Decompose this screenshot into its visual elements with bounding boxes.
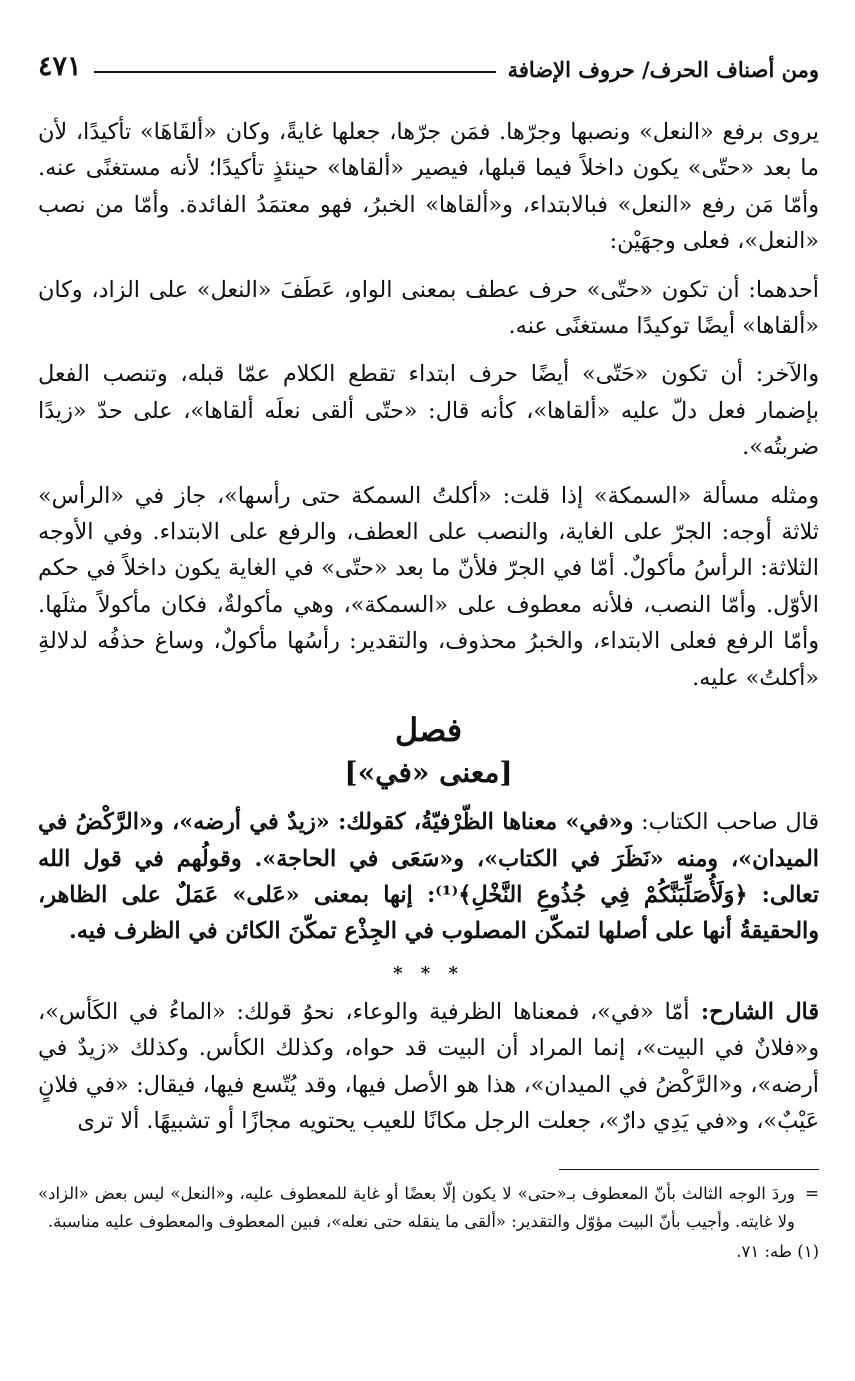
footnote-rule: [559, 1169, 819, 1170]
commentary-text: [38, 994, 819, 1140]
page-number: ٤٧١: [38, 51, 82, 82]
footnote-continuation-text: وردَ الوجه الثالث بأنّ المعطوف بـ«حتى» لا يكون إلّا بعضًا أو غاية للمعطوف عليه، و«النعل» ليس بعض «الزاد» ولا غايته. وأجيب بأنّ البيت مؤوّل والتقدير: «ألقى ما ينقله حتى نعله»، فبين المعطوف والمعطوف عليه مناسبة.: [38, 1184, 795, 1232]
author-text: [38, 804, 819, 950]
author-text-body: و«في» معناها الظّرْفيّةُ، كقولك: «زيدٌ في أرضه»، و«الرَّكْضُ في الميدان»، ومنه «نَظَرَ في الكتاب»، و«سَعَى في الحاجة». وقولُهم في قول الله تعالى: ﴿وَلَأُصَلِّبَنَّكُمْ فِي جُذُوعِ النَّخْلِ﴾⁽¹⁾: إنها بمعنى «عَلى» عَمَلٌ على الظاهر، والحقيقةُ أنها على أصلها لتمكّن المصلوب في الجِذْع تمكّنَ الكائن في الظرف فيه.: [38, 809, 819, 945]
separator-stars: * * *: [393, 962, 464, 984]
author-text-lead: قال صاحب الكتاب:: [633, 809, 819, 836]
section-subtitle: [معنى «في»]: [344, 756, 513, 790]
header-rule: [94, 71, 496, 73]
paragraph: أحدهما: أن تكون «حتّى» حرف عطف بمعنى الواو، عَطَفَ «النعل» على الزاد، وكان «ألقاها» أيضًا توكيدًا مستغنًى عنه.: [38, 276, 820, 340]
paragraph: والآخر: أن تكون «حَتّى» أيضًا حرف ابتداء تقطع الكلام عمّا قبله، وتنصب الفعل بإضمار فعل دلّ عليه «ألقاها»، كأنه قال: «حتّى ألقى نعلَه ألقاها»، على حدّ «زيدًا ضربتُه».: [38, 361, 819, 461]
paragraph: يروى برفع «النعل» ونصبها وجرّها. فمَن جرّها، جعلها غايةً، وكان «ألقَاهَا» تأكيدًا، لأن ما بعد «حتّى» يكون داخلاً فيما قبلها، فيصير «ألقاها» حينئذٍ تأكيدًا؛ لأنه مستغنًى عنه. وأمّا مَن رفع «النعل» فبالابتداء، و«ألقاها» الخبرُ، فهو معتمَدُ الفائدة. وأمّا من نصب «النعل»، فعلى وجهَيْن:: [38, 119, 819, 255]
commentary-body: أمّا «في»، فمعناها الظرفية والوعاء، نحوُ قولك: «الماءُ في الكَأس»، و«فلانٌ في البيت»، إنما المراد أن البيت قد حواه، وكذلك الكأس. وكذلك «زيدٌ في أرضه»، و«الرَّكْضُ في الميدان»، هذا هو الأصل فيها، وقد يُتّسع فيها، فيقال: «في فلانٍ عَيْبٌ»، و«في يَدِي دارٌ»، جعلت الرجل مكانًا للعيب يحتويه مجازًا أو تشبيهًا. ألا ترى: [38, 998, 819, 1134]
section-title: فصل: [394, 711, 463, 750]
footnote-continuation: [38, 1180, 819, 1236]
footnote-1: (١) طه: ٧١.: [736, 1242, 819, 1262]
paragraph: ومثله مسألة «السمكة» إذا قلت: «أكلتُ السمكة حتى رأسها»، جاز في «الرأس» ثلاثة أوجه: الجرّ على الغاية، والنصب على العطف، والرفع على الابتداء. وفي الأوجه الثلاثة: الرأسُ مأكولٌ. أمّا في الجرّ فلأنّ ما بعد «حتّى» في الغاية يكون داخلاً في حكم الأوّل. وأمّا النصب، فلأنه معطوف على «السمكة»، وهي مأكولةٌ، فكان مأكولاً مثلَها. وأمّا الرفع فعلى الابتداء، والخبرُ محذوف، والتقدير: رأسُها مأكولٌ، وساغ حذفُه لدلالةِ «أكلتُ» عليه.: [38, 482, 819, 691]
footnotes: [38, 1180, 819, 1266]
running-header: [38, 42, 819, 82]
header-title: ومن أصناف الحرف/ حروف الإضافة: [507, 57, 819, 82]
continuation-mark: =: [805, 1184, 819, 1204]
commentary-lead: قال الشارح:: [689, 998, 819, 1025]
